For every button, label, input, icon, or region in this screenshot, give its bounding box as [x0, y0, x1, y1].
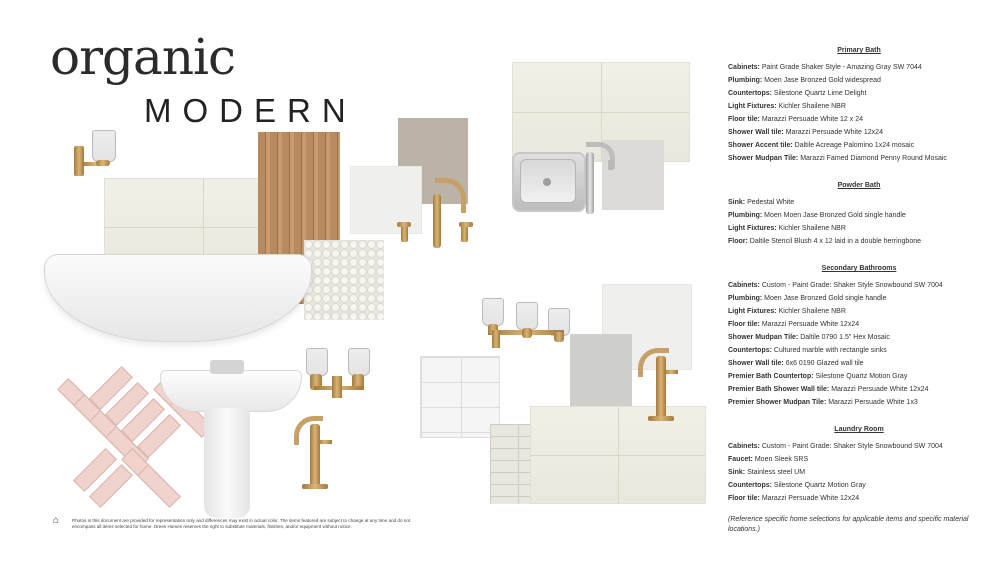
spec-row: Countertops: Cultured marble with rectangle sinks	[728, 347, 887, 354]
spec-row: Light Fixtures: Kichler Shailene NBR	[728, 225, 846, 232]
title-modern: MODERN	[144, 92, 357, 129]
section-powder-bath	[728, 179, 990, 248]
spec-row: Shower Wall tile: 6x6 0190 Glazed wall tile	[728, 360, 864, 367]
spec-row: Floor tile: Marazzi Persuade White 12 x 24	[728, 116, 863, 123]
spec-row: Shower Wall tile: Marazzi Persuade White 12x24	[728, 129, 883, 136]
section-primary-bath	[728, 44, 990, 165]
spec-row: Countertops: Silestone Quartz Lime Delight	[728, 90, 867, 97]
section-heading: Secondary Bathrooms	[821, 265, 897, 272]
spec-row: Cabinets: Custom - Paint Grade: Shaker Style Snowbound SW 7004	[728, 282, 943, 289]
spec-row: Plumbing: Moen Jase Bronzed Gold single handle	[728, 295, 887, 302]
premier-countertop-swatch	[570, 334, 632, 406]
spec-row: Cabinets: Custom - Paint Grade: Shaker Style Snowbound SW 7004	[728, 443, 943, 450]
laundry-faucet-image	[578, 138, 618, 218]
disclaimer-text: Photos in this document are provided for representation only and differences may exist in actual color. The items featured are subject to change at any time and do not encompass all items selected for home. Drees Homes reserves the right to substitute materials, finishes, and/or equipment without notice.	[72, 518, 411, 529]
spec-row: Cabinets: Paint Grade Shaker Style - Amazing Gray SW 7044	[728, 64, 922, 71]
vanity-light-image	[304, 346, 374, 402]
secondary-faucet-image	[632, 344, 682, 424]
pedestal-sink-image	[160, 360, 300, 520]
glazed-wall-tile-swatch	[420, 356, 500, 438]
section-heading: Laundry Room	[834, 426, 884, 433]
spec-row: Plumbing: Moen Jase Bronzed Gold widespread	[728, 77, 881, 84]
spec-row: Shower Accent tile: Daltile Acreage Palomino 1x24 mosaic	[728, 142, 915, 149]
spec-row: Countertops: Silestone Quartz Motion Gray	[728, 482, 866, 489]
spec-row: Shower Mudpan Tile: Marazzi Famed Diamond Penny Round Mosaic	[728, 155, 947, 162]
spec-row: Faucet: Moen Sleek SRS	[728, 456, 809, 463]
section-secondary-bathrooms	[728, 262, 990, 409]
reference-note: (Reference specific home selections for applicable items and specific material locations.)	[728, 516, 969, 533]
spec-row: Premier Bath Shower Wall tile: Marazzi Persuade White 12x24	[728, 386, 929, 393]
equal-housing-icon: ⌂	[52, 515, 60, 526]
spec-row: Premier Shower Mudpan Tile: Marazzi Persuade White 1x3	[728, 399, 918, 406]
spec-row: Floor tile: Marazzi Persuade White 12x24	[728, 495, 860, 502]
freestanding-tub-image	[44, 254, 312, 342]
spec-row: Floor tile: Marazzi Persuade White 12x24	[728, 321, 860, 328]
spec-row: Plumbing: Moen Moen Jase Bronzed Gold single handle	[728, 212, 906, 219]
section-heading: Powder Bath	[837, 182, 881, 189]
spec-row: Sink: Pedestal White	[728, 199, 795, 206]
section-heading: Primary Bath	[837, 47, 881, 54]
specifications-list	[728, 44, 990, 535]
undermount-sink-image	[512, 152, 586, 212]
widespread-faucet-image	[395, 176, 485, 256]
three-light-vanity-image	[478, 294, 574, 352]
spec-row: Shower Mudpan Tile: Daltile 0790 1.5" Hex Mosaic	[728, 334, 890, 341]
spec-row: Sink: Stainless steel UM	[728, 469, 806, 476]
spec-row: Floor: Daltile Stencil Blush 4 x 12 laid in a double herringbone	[728, 238, 921, 245]
mosaic-tile-swatch	[304, 240, 384, 320]
spec-row: Premier Bath Countertop: Silestone Quartz Motion Gray	[728, 373, 908, 380]
spec-row: Light Fixtures: Kichler Shailene NBR	[728, 308, 846, 315]
section-laundry-room	[728, 423, 990, 505]
single-handle-faucet-image	[288, 410, 338, 490]
spec-row: Light Fixtures: Kichler Shailene NBR	[728, 103, 846, 110]
title-organic: organic	[50, 28, 236, 86]
